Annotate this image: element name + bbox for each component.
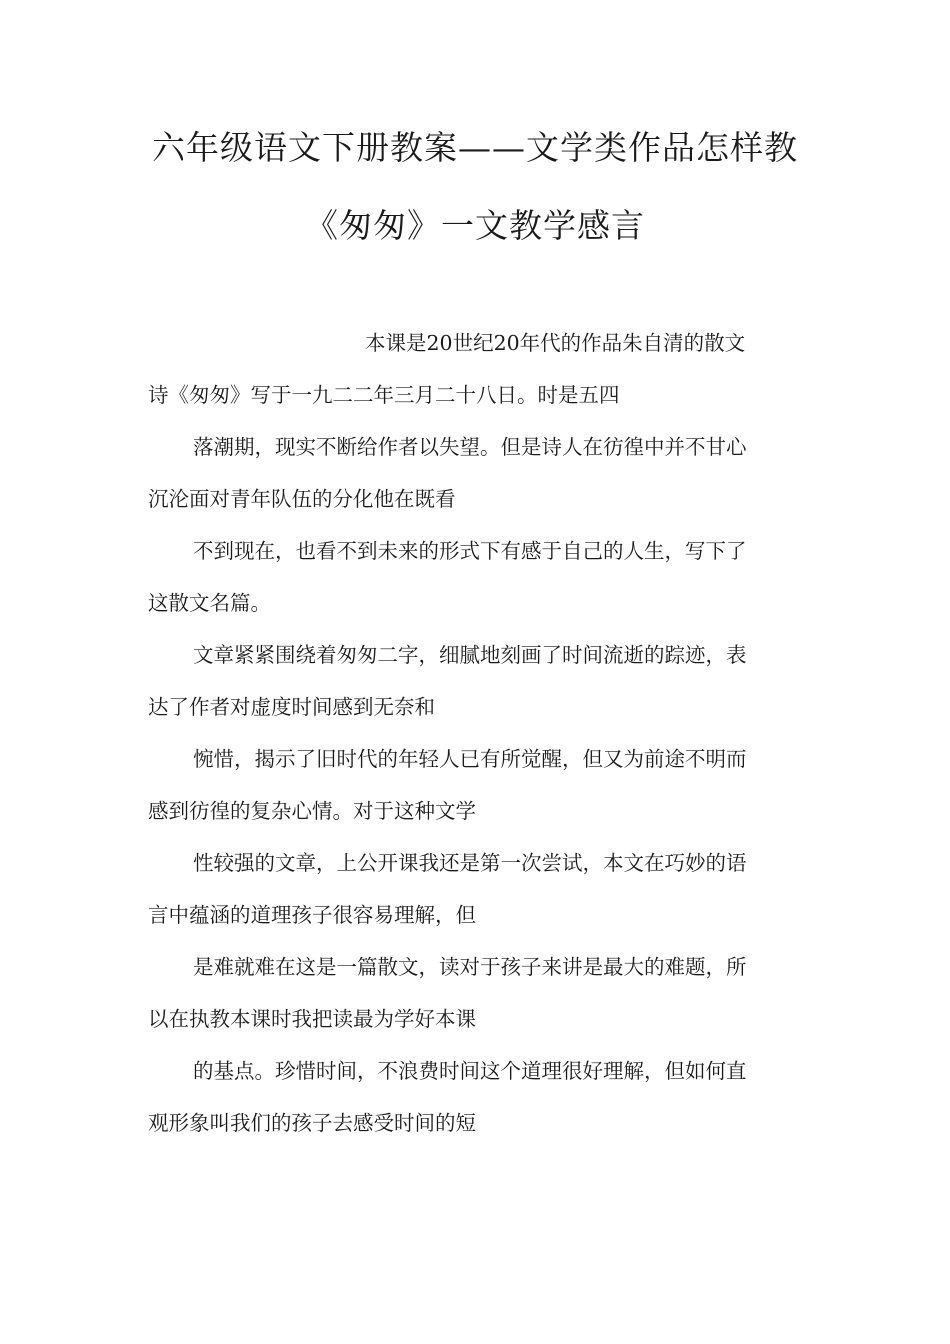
body-line: 言中蕴涵的道理孩子很容易理解，但 [148, 903, 476, 927]
body-line: 惋惜，揭示了旧时代的年轻人已有所觉醒，但又为前途不明而 [193, 747, 747, 771]
body-line: 落潮期，现实不断给作者以失望。但是诗人在彷徨中并不甘心 [193, 435, 747, 459]
document-title: 六年级语文下册教案——文学类作品怎样教 [152, 128, 798, 167]
body-line: 性较强的文章，上公开课我还是第一次尝试，本文在巧妙的语 [193, 851, 747, 875]
body-line: 不到现在，也看不到未来的形式下有感于自己的人生，写下了 [193, 539, 747, 563]
document-subtitle: 《匆匆》一文教学感言 [305, 206, 645, 245]
body-line: 以在执教本课时我把读最为学好本课 [148, 1007, 476, 1031]
body-line: 是难就难在这是一篇散文，读对于孩子来讲是最大的难题，所 [193, 955, 747, 979]
body-line: 这散文名篇。 [148, 591, 271, 615]
body-line: 诗《匆匆》写于一九二二年三月二十八日。时是五四 [148, 383, 620, 407]
body-line: 观形象叫我们的孩子去感受时间的短 [148, 1111, 476, 1135]
body-line: 达了作者对虚度时间感到无奈和 [148, 695, 435, 719]
body-line: 的基点。珍惜时间，不浪费时间这个道理很好理解，但如何直 [193, 1059, 747, 1083]
body-line: 感到彷徨的复杂心情。对于这种文学 [148, 799, 476, 823]
body-line: 沉沦面对青年队伍的分化他在既看 [148, 487, 456, 511]
body-line: 文章紧紧围绕着匆匆二字，细腻地刻画了时间流逝的踪迹，表 [193, 643, 747, 667]
body-line: 本课是20世纪20年代的作品朱自清的散文 [365, 331, 746, 355]
